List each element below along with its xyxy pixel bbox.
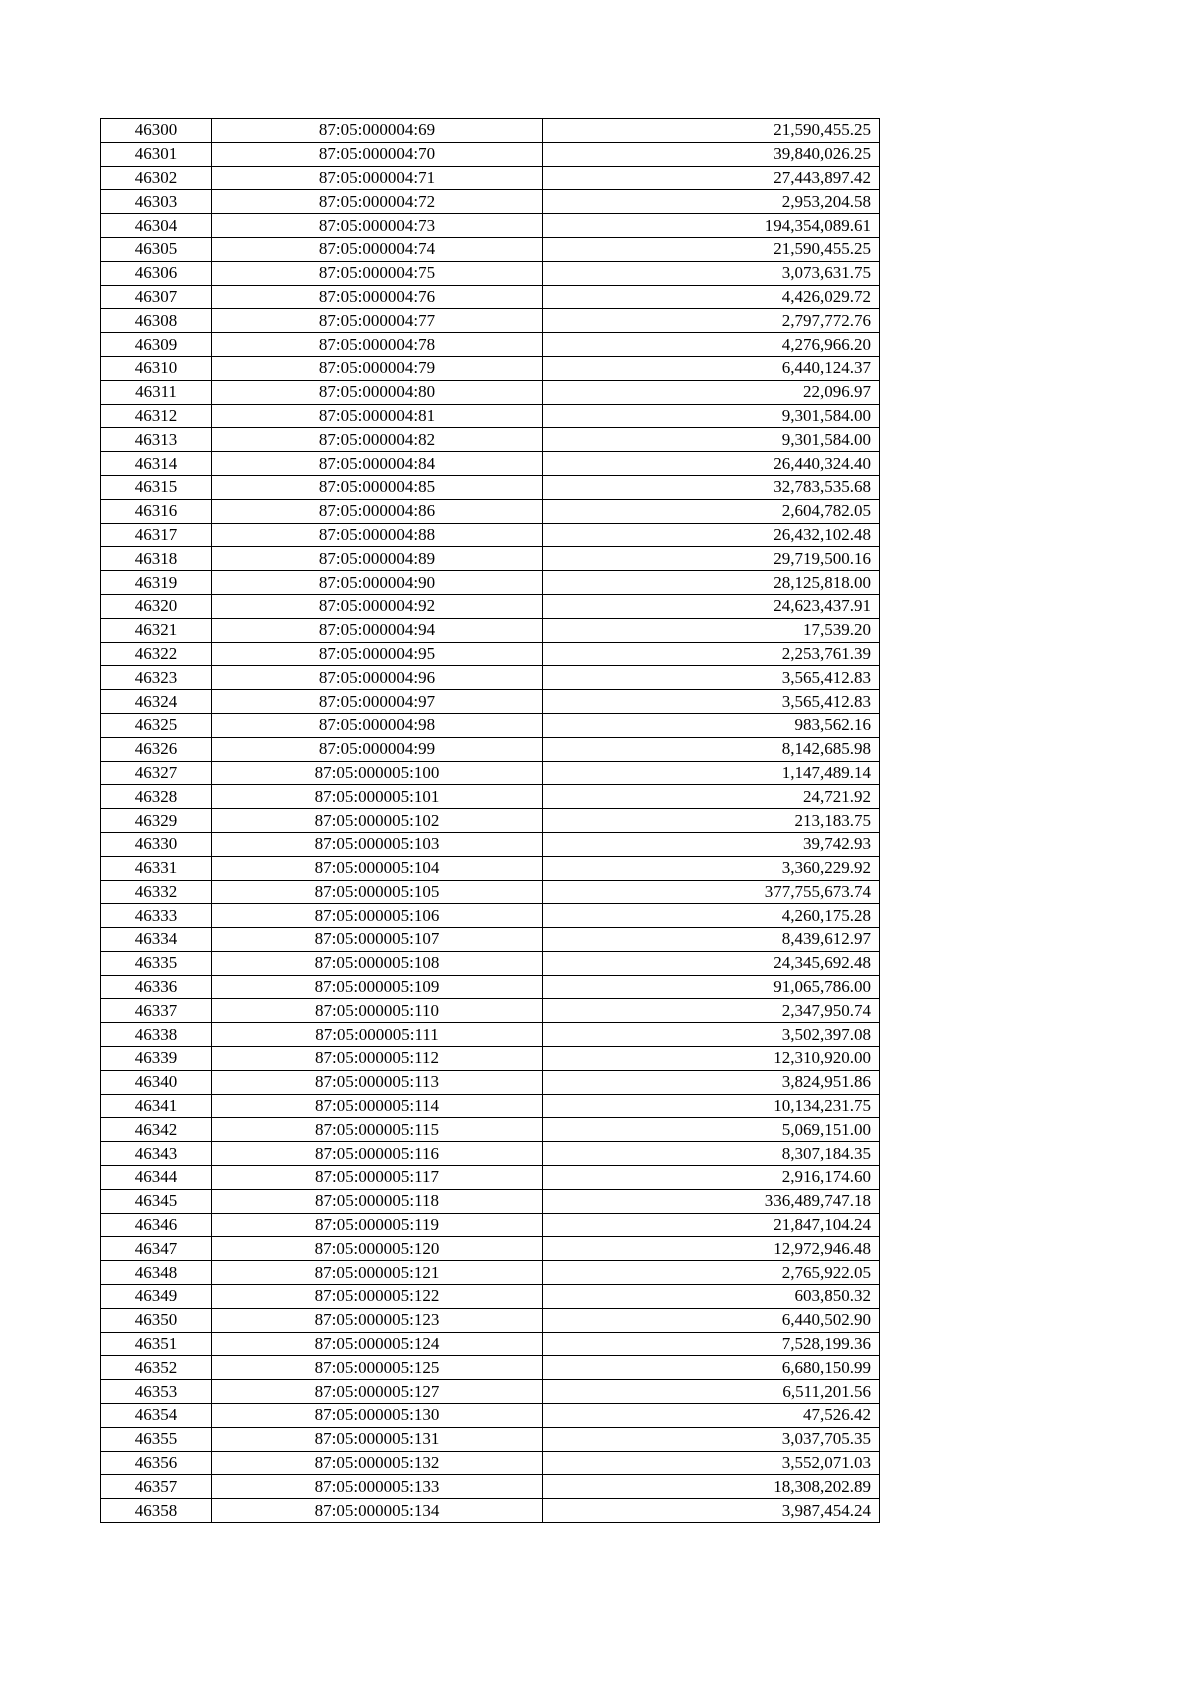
table-row xyxy=(101,356,880,380)
table-row xyxy=(101,666,880,690)
row-number: 46325 xyxy=(101,713,212,737)
cadastral-number: 87:05:000005:121 xyxy=(212,1261,543,1285)
row-number: 46341 xyxy=(101,1094,212,1118)
cadastral-value: 12,972,946.48 xyxy=(543,1237,880,1261)
row-number: 46349 xyxy=(101,1285,212,1309)
table-row xyxy=(101,1451,880,1475)
cadastral-number: 87:05:000004:89 xyxy=(212,547,543,571)
cadastral-number: 87:05:000004:85 xyxy=(212,475,543,499)
cadastral-number: 87:05:000004:74 xyxy=(212,237,543,261)
table-row xyxy=(101,880,880,904)
cadastral-value: 377,755,673.74 xyxy=(543,880,880,904)
cadastral-number: 87:05:000005:105 xyxy=(212,880,543,904)
cadastral-number: 87:05:000004:88 xyxy=(212,523,543,547)
table-row xyxy=(101,1404,880,1428)
table-row xyxy=(101,190,880,214)
table-row xyxy=(101,309,880,333)
table-row xyxy=(101,142,880,166)
table-row xyxy=(101,214,880,238)
cadastral-value: 1,147,489.14 xyxy=(543,761,880,785)
cadastral-number: 87:05:000004:84 xyxy=(212,452,543,476)
row-number: 46321 xyxy=(101,618,212,642)
row-number: 46342 xyxy=(101,1118,212,1142)
cadastral-value: 3,987,454.24 xyxy=(543,1499,880,1523)
cadastral-value: 9,301,584.00 xyxy=(543,404,880,428)
row-number: 46346 xyxy=(101,1213,212,1237)
cadastral-value: 336,489,747.18 xyxy=(543,1189,880,1213)
table-row xyxy=(101,690,880,714)
cadastral-value: 21,590,455.25 xyxy=(543,237,880,261)
cadastral-number: 87:05:000004:71 xyxy=(212,166,543,190)
row-number: 46336 xyxy=(101,975,212,999)
row-number: 46357 xyxy=(101,1475,212,1499)
cadastral-value: 3,037,705.35 xyxy=(543,1427,880,1451)
cadastral-value: 7,528,199.36 xyxy=(543,1332,880,1356)
cadastral-number: 87:05:000005:104 xyxy=(212,856,543,880)
cadastral-number: 87:05:000005:118 xyxy=(212,1189,543,1213)
cadastral-number: 87:05:000004:92 xyxy=(212,594,543,618)
table-row xyxy=(101,1380,880,1404)
cadastre-value-table xyxy=(100,118,880,1523)
cadastral-value: 39,742.93 xyxy=(543,832,880,856)
cadastral-number: 87:05:000005:134 xyxy=(212,1499,543,1523)
cadastral-number: 87:05:000005:113 xyxy=(212,1070,543,1094)
cadastral-value: 3,073,631.75 xyxy=(543,261,880,285)
table-row xyxy=(101,618,880,642)
cadastral-number: 87:05:000004:80 xyxy=(212,380,543,404)
cadastral-value: 4,276,966.20 xyxy=(543,333,880,357)
cadastral-number: 87:05:000004:79 xyxy=(212,356,543,380)
cadastral-value: 22,096.97 xyxy=(543,380,880,404)
cadastral-number: 87:05:000005:133 xyxy=(212,1475,543,1499)
cadastral-value: 2,253,761.39 xyxy=(543,642,880,666)
cadastral-number: 87:05:000005:124 xyxy=(212,1332,543,1356)
table-row xyxy=(101,571,880,595)
row-number: 46326 xyxy=(101,737,212,761)
table-row xyxy=(101,1166,880,1190)
table-row xyxy=(101,928,880,952)
row-number: 46334 xyxy=(101,928,212,952)
cadastral-number: 87:05:000004:75 xyxy=(212,261,543,285)
cadastral-number: 87:05:000004:86 xyxy=(212,499,543,523)
row-number: 46312 xyxy=(101,404,212,428)
row-number: 46348 xyxy=(101,1261,212,1285)
row-number: 46343 xyxy=(101,1142,212,1166)
table-row xyxy=(101,499,880,523)
cadastral-number: 87:05:000004:82 xyxy=(212,428,543,452)
row-number: 46327 xyxy=(101,761,212,785)
cadastral-number: 87:05:000005:116 xyxy=(212,1142,543,1166)
cadastral-number: 87:05:000005:123 xyxy=(212,1308,543,1332)
row-number: 46313 xyxy=(101,428,212,452)
table-row xyxy=(101,1189,880,1213)
cadastral-number: 87:05:000004:90 xyxy=(212,571,543,595)
table-row xyxy=(101,713,880,737)
row-number: 46340 xyxy=(101,1070,212,1094)
table-row xyxy=(101,1332,880,1356)
cadastral-value: 8,142,685.98 xyxy=(543,737,880,761)
row-number: 46329 xyxy=(101,809,212,833)
table-row xyxy=(101,119,880,143)
cadastral-number: 87:05:000005:112 xyxy=(212,1047,543,1071)
row-number: 46337 xyxy=(101,999,212,1023)
row-number: 46335 xyxy=(101,951,212,975)
table-row xyxy=(101,999,880,1023)
cadastral-value: 6,511,201.56 xyxy=(543,1380,880,1404)
row-number: 46358 xyxy=(101,1499,212,1523)
table-row xyxy=(101,285,880,309)
table-row xyxy=(101,1094,880,1118)
cadastral-value: 17,539.20 xyxy=(543,618,880,642)
row-number: 46309 xyxy=(101,333,212,357)
cadastral-number: 87:05:000004:96 xyxy=(212,666,543,690)
row-number: 46355 xyxy=(101,1427,212,1451)
cadastral-value: 2,916,174.60 xyxy=(543,1166,880,1190)
cadastral-value: 26,440,324.40 xyxy=(543,452,880,476)
table-row xyxy=(101,1285,880,1309)
cadastral-number: 87:05:000005:130 xyxy=(212,1404,543,1428)
table-row xyxy=(101,951,880,975)
cadastral-value: 5,069,151.00 xyxy=(543,1118,880,1142)
row-number: 46338 xyxy=(101,1023,212,1047)
table-row xyxy=(101,1237,880,1261)
row-number: 46347 xyxy=(101,1237,212,1261)
table-row xyxy=(101,785,880,809)
row-number: 46353 xyxy=(101,1380,212,1404)
table-row xyxy=(101,237,880,261)
row-number: 46302 xyxy=(101,166,212,190)
cadastral-value: 18,308,202.89 xyxy=(543,1475,880,1499)
row-number: 46333 xyxy=(101,904,212,928)
cadastral-number: 87:05:000005:125 xyxy=(212,1356,543,1380)
cadastral-number: 87:05:000005:122 xyxy=(212,1285,543,1309)
row-number: 46322 xyxy=(101,642,212,666)
cadastral-number: 87:05:000005:120 xyxy=(212,1237,543,1261)
table-row xyxy=(101,594,880,618)
cadastral-value: 6,440,502.90 xyxy=(543,1308,880,1332)
row-number: 46330 xyxy=(101,832,212,856)
row-number: 46311 xyxy=(101,380,212,404)
cadastral-value: 2,765,922.05 xyxy=(543,1261,880,1285)
cadastral-number: 87:05:000004:98 xyxy=(212,713,543,737)
row-number: 46331 xyxy=(101,856,212,880)
table-row xyxy=(101,1261,880,1285)
cadastral-number: 87:05:000005:100 xyxy=(212,761,543,785)
row-number: 46332 xyxy=(101,880,212,904)
cadastral-value: 24,345,692.48 xyxy=(543,951,880,975)
cadastral-number: 87:05:000005:103 xyxy=(212,832,543,856)
cadastral-number: 87:05:000005:106 xyxy=(212,904,543,928)
cadastral-value: 9,301,584.00 xyxy=(543,428,880,452)
row-number: 46306 xyxy=(101,261,212,285)
cadastral-value: 3,502,397.08 xyxy=(543,1023,880,1047)
cadastral-number: 87:05:000004:69 xyxy=(212,119,543,143)
cadastral-number: 87:05:000004:76 xyxy=(212,285,543,309)
row-number: 46356 xyxy=(101,1451,212,1475)
cadastral-value: 2,953,204.58 xyxy=(543,190,880,214)
table-row xyxy=(101,1070,880,1094)
cadastral-number: 87:05:000004:70 xyxy=(212,142,543,166)
cadastral-value: 10,134,231.75 xyxy=(543,1094,880,1118)
table-row xyxy=(101,428,880,452)
cadastral-number: 87:05:000005:101 xyxy=(212,785,543,809)
table-row xyxy=(101,475,880,499)
row-number: 46320 xyxy=(101,594,212,618)
table-row xyxy=(101,1142,880,1166)
row-number: 46314 xyxy=(101,452,212,476)
cadastral-value: 32,783,535.68 xyxy=(543,475,880,499)
cadastral-number: 87:05:000004:73 xyxy=(212,214,543,238)
cadastral-number: 87:05:000005:109 xyxy=(212,975,543,999)
table-row xyxy=(101,523,880,547)
cadastral-value: 3,360,229.92 xyxy=(543,856,880,880)
table-row xyxy=(101,1356,880,1380)
cadastral-number: 87:05:000004:95 xyxy=(212,642,543,666)
row-number: 46304 xyxy=(101,214,212,238)
row-number: 46328 xyxy=(101,785,212,809)
cadastral-value: 2,604,782.05 xyxy=(543,499,880,523)
cadastral-value: 27,443,897.42 xyxy=(543,166,880,190)
cadastral-value: 91,065,786.00 xyxy=(543,975,880,999)
row-number: 46339 xyxy=(101,1047,212,1071)
row-number: 46301 xyxy=(101,142,212,166)
cadastral-value: 29,719,500.16 xyxy=(543,547,880,571)
table-row xyxy=(101,737,880,761)
cadastral-number: 87:05:000004:81 xyxy=(212,404,543,428)
cadastral-number: 87:05:000005:108 xyxy=(212,951,543,975)
row-number: 46323 xyxy=(101,666,212,690)
cadastral-number: 87:05:000005:115 xyxy=(212,1118,543,1142)
cadastral-value: 603,850.32 xyxy=(543,1285,880,1309)
cadastral-value: 12,310,920.00 xyxy=(543,1047,880,1071)
cadastral-number: 87:05:000004:78 xyxy=(212,333,543,357)
row-number: 46350 xyxy=(101,1308,212,1332)
cadastral-number: 87:05:000004:99 xyxy=(212,737,543,761)
row-number: 46316 xyxy=(101,499,212,523)
table-row xyxy=(101,832,880,856)
table-row xyxy=(101,547,880,571)
cadastral-value: 21,847,104.24 xyxy=(543,1213,880,1237)
cadastral-value: 3,565,412.83 xyxy=(543,666,880,690)
cadastral-value: 8,439,612.97 xyxy=(543,928,880,952)
cadastral-value: 24,721.92 xyxy=(543,785,880,809)
cadastral-value: 2,797,772.76 xyxy=(543,309,880,333)
cadastral-value: 47,526.42 xyxy=(543,1404,880,1428)
table-row xyxy=(101,761,880,785)
cadastral-number: 87:05:000005:110 xyxy=(212,999,543,1023)
cadastral-number: 87:05:000005:111 xyxy=(212,1023,543,1047)
cadastral-value: 21,590,455.25 xyxy=(543,119,880,143)
table-row xyxy=(101,904,880,928)
cadastral-value: 8,307,184.35 xyxy=(543,1142,880,1166)
cadastral-number: 87:05:000005:131 xyxy=(212,1427,543,1451)
row-number: 46307 xyxy=(101,285,212,309)
table-row xyxy=(101,1047,880,1071)
table-row xyxy=(101,404,880,428)
cadastral-value: 213,183.75 xyxy=(543,809,880,833)
cadastral-value: 28,125,818.00 xyxy=(543,571,880,595)
cadastral-number: 87:05:000005:117 xyxy=(212,1166,543,1190)
table-row xyxy=(101,809,880,833)
cadastral-number: 87:05:000004:94 xyxy=(212,618,543,642)
row-number: 46345 xyxy=(101,1189,212,1213)
cadastral-value: 4,426,029.72 xyxy=(543,285,880,309)
cadastral-value: 2,347,950.74 xyxy=(543,999,880,1023)
cadastral-number: 87:05:000005:132 xyxy=(212,1451,543,1475)
row-number: 46351 xyxy=(101,1332,212,1356)
cadastral-value: 983,562.16 xyxy=(543,713,880,737)
cadastral-value: 3,824,951.86 xyxy=(543,1070,880,1094)
cadastral-value: 39,840,026.25 xyxy=(543,142,880,166)
table-row xyxy=(101,333,880,357)
table-row xyxy=(101,380,880,404)
cadastral-value: 6,680,150.99 xyxy=(543,1356,880,1380)
table-row xyxy=(101,1118,880,1142)
cadastral-number: 87:05:000004:77 xyxy=(212,309,543,333)
cadastral-value: 26,432,102.48 xyxy=(543,523,880,547)
cadastral-number: 87:05:000005:119 xyxy=(212,1213,543,1237)
cadastral-number: 87:05:000004:97 xyxy=(212,690,543,714)
row-number: 46319 xyxy=(101,571,212,595)
cadastral-number: 87:05:000004:72 xyxy=(212,190,543,214)
row-number: 46305 xyxy=(101,237,212,261)
table-row xyxy=(101,1499,880,1523)
table-row xyxy=(101,166,880,190)
cadastral-value: 6,440,124.37 xyxy=(543,356,880,380)
table-row xyxy=(101,1475,880,1499)
table-row xyxy=(101,261,880,285)
table-row xyxy=(101,1213,880,1237)
table-body xyxy=(101,119,880,1523)
cadastral-number: 87:05:000005:127 xyxy=(212,1380,543,1404)
table-row xyxy=(101,452,880,476)
row-number: 46324 xyxy=(101,690,212,714)
row-number: 46344 xyxy=(101,1166,212,1190)
table-row xyxy=(101,1308,880,1332)
cadastral-number: 87:05:000005:107 xyxy=(212,928,543,952)
row-number: 46317 xyxy=(101,523,212,547)
cadastral-value: 3,552,071.03 xyxy=(543,1451,880,1475)
row-number: 46318 xyxy=(101,547,212,571)
table-row xyxy=(101,642,880,666)
row-number: 46315 xyxy=(101,475,212,499)
table-row xyxy=(101,1427,880,1451)
row-number: 46352 xyxy=(101,1356,212,1380)
table-row xyxy=(101,856,880,880)
table-row xyxy=(101,975,880,999)
table-row xyxy=(101,1023,880,1047)
row-number: 46303 xyxy=(101,190,212,214)
cadastral-value: 24,623,437.91 xyxy=(543,594,880,618)
cadastral-value: 3,565,412.83 xyxy=(543,690,880,714)
cadastral-number: 87:05:000005:102 xyxy=(212,809,543,833)
row-number: 46300 xyxy=(101,119,212,143)
cadastral-number: 87:05:000005:114 xyxy=(212,1094,543,1118)
row-number: 46308 xyxy=(101,309,212,333)
row-number: 46310 xyxy=(101,356,212,380)
cadastral-value: 194,354,089.61 xyxy=(543,214,880,238)
row-number: 46354 xyxy=(101,1404,212,1428)
cadastral-value: 4,260,175.28 xyxy=(543,904,880,928)
